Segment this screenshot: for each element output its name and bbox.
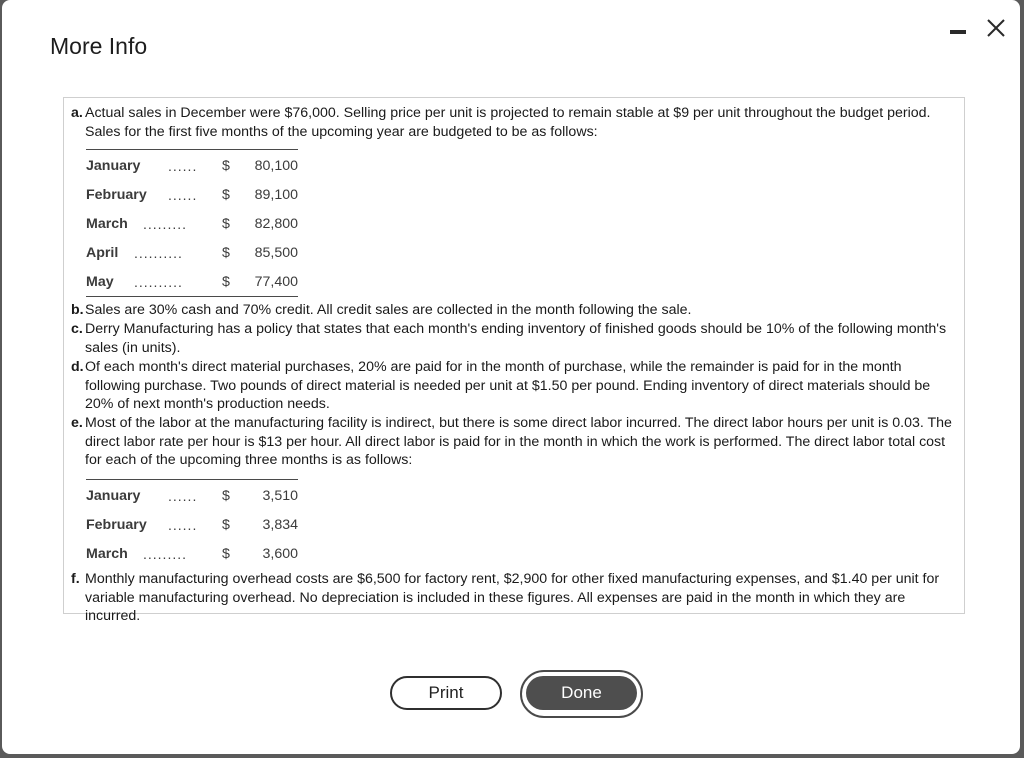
sales-budget-table [86,149,298,297]
leader-dots: ...... [168,186,198,203]
done-button[interactable]: Done [526,676,637,710]
sales-value: 80,100 [254,157,298,174]
close-icon[interactable] [984,16,1008,40]
item-a-mark: a. [71,105,83,121]
table-row [86,208,298,237]
item-d [71,358,956,414]
leader-dots: .......... [134,245,183,262]
currency-symbol: $ [222,157,230,174]
direct-labor-table [86,479,298,568]
dialog-title: More Info [50,33,148,59]
info-content-panel[interactable] [63,97,965,625]
leader-dots: ...... [168,487,198,504]
month-label: April [86,245,119,262]
item-e [71,414,956,470]
leader-dots: .......... [134,274,183,291]
sales-value: 82,800 [254,215,298,232]
item-a-text: Actual sales in December were $76,000. Selling price per unit is projected to remain stable at $9 per unit throughout the budget period. Sales for the first five months of the upcoming year are budgeted to be as follows: [85,105,931,140]
item-f [71,570,956,626]
month-label: January [86,157,141,174]
table-row [86,538,298,567]
currency-symbol: $ [222,516,230,533]
month-label: February [86,186,147,203]
currency-symbol: $ [222,215,230,232]
sales-value: 89,100 [254,186,298,203]
labor-cost-value: 3,510 [262,487,298,504]
minimize-icon[interactable] [950,30,966,34]
item-c-text: Derry Manufacturing has a policy that states that each month's ending inventory of finished goods should be 10% of the following month's sales (in units). [85,321,947,356]
sales-value: 85,500 [254,245,298,262]
item-e-mark: e. [71,415,83,431]
currency-symbol: $ [222,274,230,291]
month-label: March [86,215,128,232]
table-row [86,179,298,208]
table-row [86,267,298,296]
currency-symbol: $ [222,487,230,504]
item-c-mark: c. [71,321,83,337]
labor-cost-value: 3,834 [262,516,298,533]
leader-dots: ...... [168,516,198,533]
table-row [86,238,298,267]
labor-cost-value: 3,600 [262,545,298,562]
month-label: February [86,516,147,533]
month-label: May [86,274,114,291]
item-f-text: Monthly manufacturing overhead costs are $6,500 for factory rent, $2,900 for other fixed manufacturing expenses, and $1.40 per unit for variable manufacturing overhead. No depreciation is included in these figures. All expenses are paid in the month in which they are incurred. [85,571,940,625]
sales-value: 77,400 [254,274,298,291]
item-c [71,320,956,357]
month-label: January [86,487,141,504]
month-label: March [86,545,128,562]
item-d-mark: d. [71,359,84,375]
leader-dots: ......... [143,545,188,562]
more-info-dialog [2,0,1020,754]
currency-symbol: $ [222,186,230,203]
item-a [71,104,956,141]
currency-symbol: $ [222,245,230,262]
item-b-text: Sales are 30% cash and 70% credit. All credit sales are collected in the month following the sale. [85,302,692,318]
item-d-text: Of each month's direct material purchases, 20% are paid for in the month of purchase, while the remainder is paid for in the month following purchase. Two pounds of direct material is needed per unit at $1.50 per pound. Ending inventory of direct materials should be 20% of next month's production needs. [85,359,931,413]
item-b [71,301,956,320]
leader-dots: ...... [168,157,198,174]
item-f-mark: f. [71,571,80,587]
print-button[interactable]: Print [390,676,502,710]
item-b-mark: b. [71,302,84,318]
table-row [86,150,298,179]
currency-symbol: $ [222,545,230,562]
item-e-text: Most of the labor at the manufacturing facility is indirect, but there is some direct labor incurred. The direct labor hours per unit is 0.03. The direct labor rate per hour is $13 per hour. All direct labor is paid for in the month in which the work is performed. The direct labor total cost for each of the upcoming three months is as follows: [85,415,952,469]
table-row [86,480,298,509]
table-row [86,509,298,538]
leader-dots: ......... [143,215,188,232]
